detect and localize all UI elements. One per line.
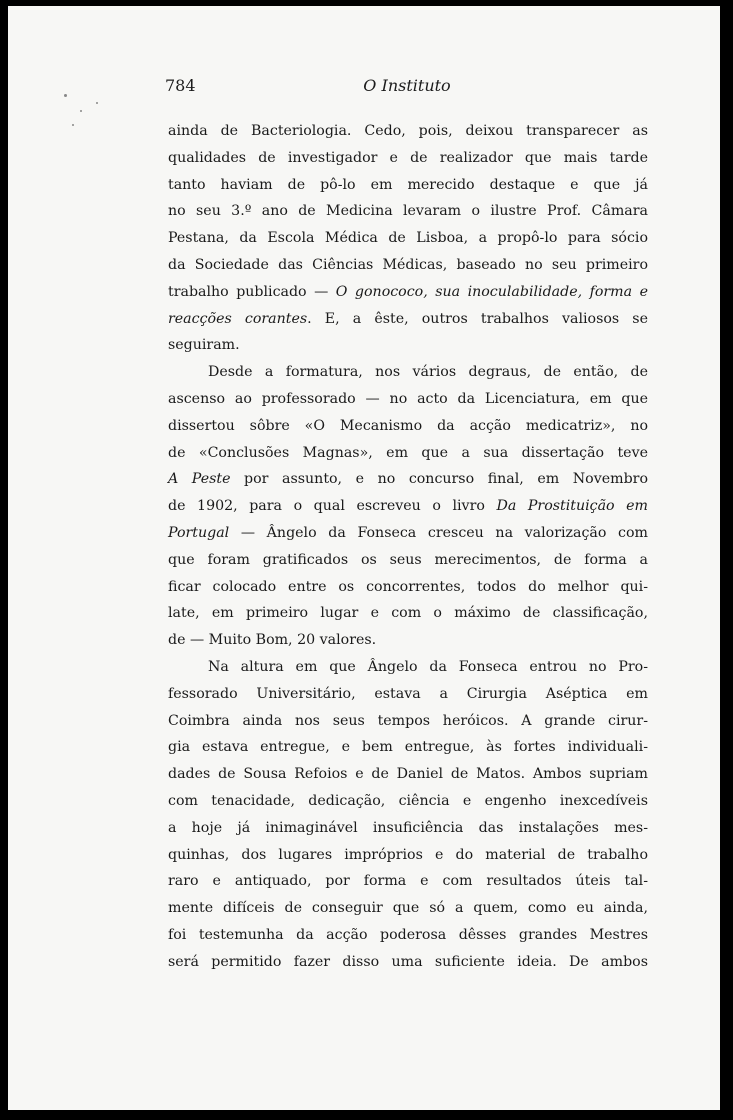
book-title-italic: Portugal bbox=[168, 524, 230, 541]
paper-speck bbox=[96, 102, 98, 104]
text-line bbox=[168, 279, 648, 306]
body-text bbox=[168, 118, 648, 976]
text-line: fessorado Universitário, estava a Cirurgia Aséptica em bbox=[168, 685, 648, 702]
text-segment: trabalho publicado — bbox=[168, 283, 336, 300]
text-line: Pestana, da Escola Médica de Lisboa, a propô-lo para sócio bbox=[168, 230, 648, 247]
page-header bbox=[165, 76, 649, 100]
paper-speck bbox=[80, 110, 82, 112]
text-line: ainda de Bacteriologia. Cedo, pois, deixou transparecer as bbox=[168, 123, 648, 139]
book-title-italic: Da Prostituição em bbox=[496, 498, 648, 515]
text-line: ficar colocado entre os concorrentes, todos do melhor qui- bbox=[168, 578, 648, 595]
text-line: de «Conclusões Magnas», em que a sua dissertação teve bbox=[168, 444, 648, 461]
text-line: com tenacidade, dedicação, ciência e engenho inexcedíveis bbox=[168, 792, 648, 809]
text-line: mente difíceis de conseguir que só a quem, como eu ainda, bbox=[168, 900, 648, 917]
text-line: será permitido fazer disso uma suficiente ideia. De ambos bbox=[168, 953, 648, 970]
text-line: a hoje já inimaginável insuficiência das instalações mes- bbox=[168, 819, 648, 836]
text-line: da Sociedade das Ciências Médicas, baseado no seu primeiro bbox=[168, 256, 648, 273]
text-line: late, em primeiro lugar e com o máximo de classificação, bbox=[168, 605, 648, 622]
book-page bbox=[8, 6, 720, 1110]
text-line: foi testemunha da acção poderosa dêsses grandes Mestres bbox=[168, 926, 648, 943]
page-number: 784 bbox=[165, 76, 196, 95]
text-line bbox=[168, 520, 648, 547]
text-line bbox=[168, 466, 648, 493]
book-title-italic: O gonococo, sua inoculabilidade, forma e bbox=[335, 283, 648, 300]
text-segment: — Ângelo da Fonseca cresceu na valorização com bbox=[229, 524, 648, 541]
text-segment: por assunto, e no concurso final, em Novembro bbox=[230, 471, 648, 488]
text-line: Desde a formatura, nos vários degraus, de então, de bbox=[208, 364, 648, 381]
text-line: dades de Sousa Refoios e de Daniel de Matos. Ambos supriam bbox=[168, 766, 648, 783]
book-title-italic: reacções corantes bbox=[168, 310, 308, 327]
text-line: qualidades de investigador e de realizador que mais tarde bbox=[168, 149, 648, 166]
text-line: Coimbra ainda nos seus tempos heróicos. A grande cirur- bbox=[168, 712, 648, 729]
book-title-italic: A Peste bbox=[168, 471, 231, 488]
running-title: O Instituto bbox=[363, 76, 451, 95]
text-line: de — Muito Bom, 20 valores. bbox=[168, 632, 377, 649]
text-line bbox=[168, 493, 648, 520]
text-line: raro e antiquado, por forma e com resultados úteis tal- bbox=[168, 873, 648, 890]
text-line: Na altura em que Ângelo da Fonseca entrou no Pro- bbox=[208, 658, 648, 675]
paper-speck bbox=[64, 94, 67, 97]
text-line: seguiram. bbox=[168, 337, 240, 354]
text-line: gia estava entregue, e bem entregue, às fortes individuali- bbox=[168, 739, 648, 756]
text-line: tanto haviam de pô-lo em merecido destaque e que já bbox=[168, 176, 648, 193]
text-line: que foram gratificados os seus merecimentos, de forma a bbox=[168, 551, 648, 568]
text-line: dissertou sôbre «O Mecanismo da acção medicatriz», no bbox=[168, 417, 648, 434]
text-segment: de 1902, para o qual escreveu o livro bbox=[168, 498, 497, 515]
text-line bbox=[168, 306, 648, 333]
text-line: quinhas, dos lugares impróprios e do material de trabalho bbox=[168, 846, 648, 863]
text-line: ascenso ao professorado — no acto da Licenciatura, em que bbox=[168, 390, 648, 407]
text-line: no seu 3.º ano de Medicina levaram o ilustre Prof. Câmara bbox=[168, 203, 648, 220]
text-segment: . E, a êste, outros trabalhos valiosos se bbox=[307, 310, 648, 327]
paper-speck bbox=[72, 124, 74, 126]
